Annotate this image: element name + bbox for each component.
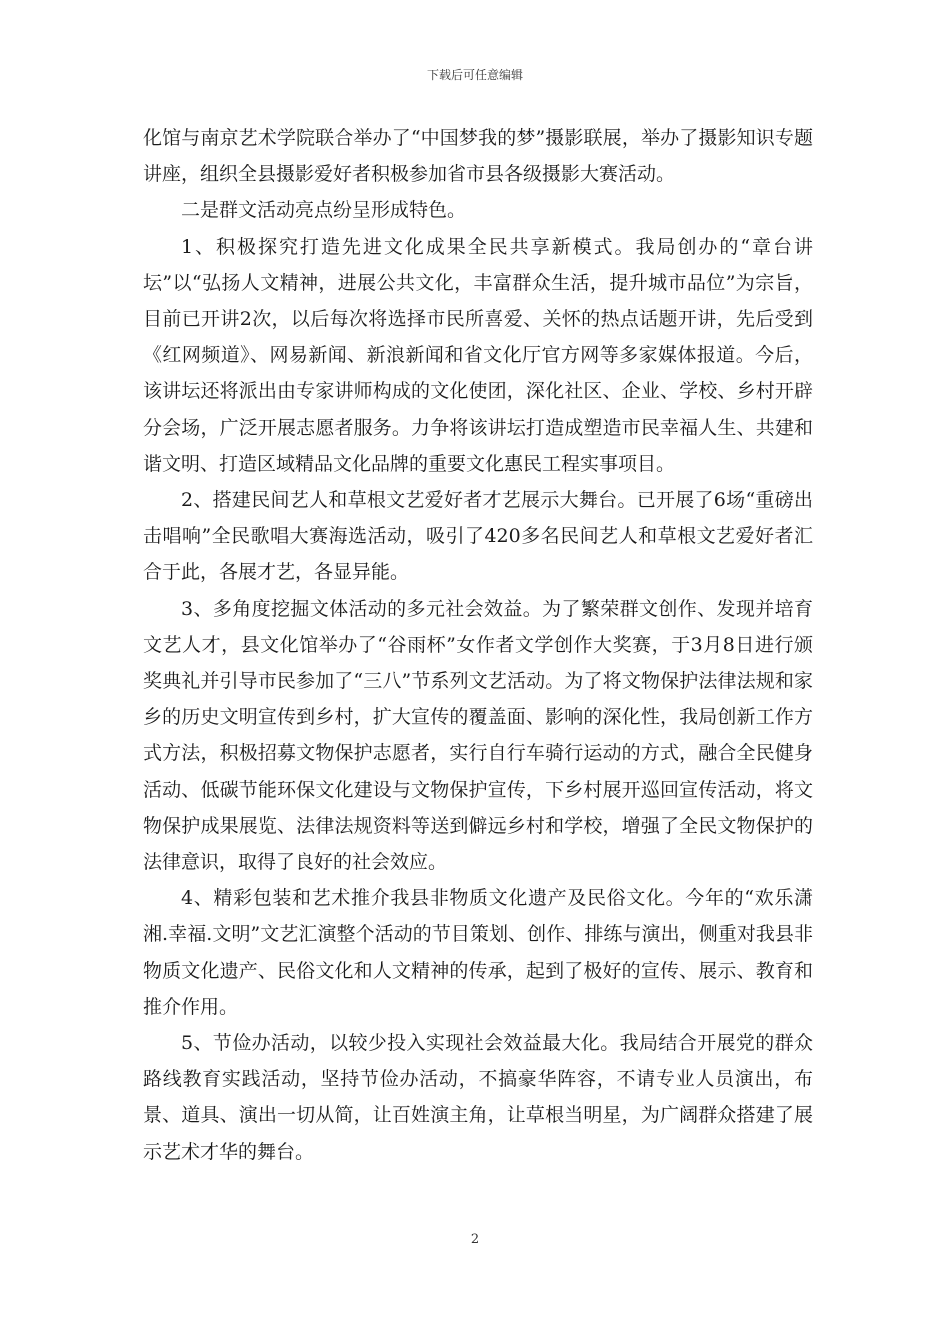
paragraph-item-4: 4、精彩包装和艺术推介我县非物质文化遗产及民俗文化。今年的“欢乐潇湘.幸福.文明”文艺汇演整个活动的节目策划、创作、排练与演出，侧重对我县非物质文化遗产、民俗文化和人文精神的传承，起到了极好的宣传、展示、教育和推介作用。 bbox=[143, 887, 813, 1018]
document-body bbox=[143, 120, 813, 1170]
paragraph-item-1: 1、积极探究打造先进文化成果全民共享新模式。我局创办的“章台讲坛”以“弘扬人文精神，进展公共文化，丰富群众生活，提升城市品位”为宗旨，目前已开讲2次，以后每次将选择市民所喜爱、关怀的热点话题开讲，先后受到《红网频道》、网易新闻、新浪新闻和省文化厅官方网等多家媒体报道。今后，该讲坛还将派出由专家讲师构成的文化使团，深化社区、企业、学校、乡村开辟分会场，广泛开展志愿者服务。力争将该讲坛打造成塑造市民幸福人生、共建和谐文明、打造区域精品文化品牌的重要文化惠民工程实事项目。 bbox=[143, 235, 813, 475]
paragraph-item-3: 3、多角度挖掘文体活动的多元社会效益。为了繁荣群文创作、发现并培育文艺人才，县文化馆举办了“谷雨杯”女作者文学创作大奖赛，于3月8日进行颁奖典礼并引导市民参加了“三八”节系列文艺活动。为了将文物保护法律法规和家乡的历史文明宣传到乡村，扩大宣传的覆盖面、影响的深化性，我局创新工作方式方法，积极招募文物保护志愿者，实行自行车骑行运动的方式，融合全民健身活动、低碳节能环保文化建设与文物保护宣传，下乡村展开巡回宣传活动，将文物保护成果展览、法律法规资料等送到僻远乡村和学校，增强了全民文物保护的法律意识，取得了良好的社会效应。 bbox=[143, 597, 813, 874]
paragraph-item-2: 2、搭建民间艺人和草根文艺爱好者才艺展示大舞台。已开展了6场“重磅出击唱响”全民歌唱大赛海选活动，吸引了420多名民间艺人和草根文艺爱好者汇合于此，各展才艺，各显异能。 bbox=[143, 489, 813, 584]
page-header-note: 下载后可任意编辑 bbox=[426, 68, 523, 82]
paragraph-continued: 化馆与南京艺术学院联合举办了“中国梦我的梦”摄影联展，举办了摄影知识专题讲座，组织全县摄影爱好者积极参加省市县各级摄影大赛活动。 bbox=[143, 127, 813, 186]
paragraph-section-heading: 二是群文活动亮点纷呈形成特色。 bbox=[181, 199, 467, 222]
page-number: 2 bbox=[470, 1232, 480, 1247]
paragraph-item-5: 5、节俭办活动，以较少投入实现社会效益最大化。我局结合开展党的群众路线教育实践活动，坚持节俭办活动，不搞豪华阵容，不请专业人员演出，布景、道具、演出一切从简，让百姓演主角，让草根当明星，为广阔群众搭建了展示艺术才华的舞台。 bbox=[143, 1032, 813, 1163]
